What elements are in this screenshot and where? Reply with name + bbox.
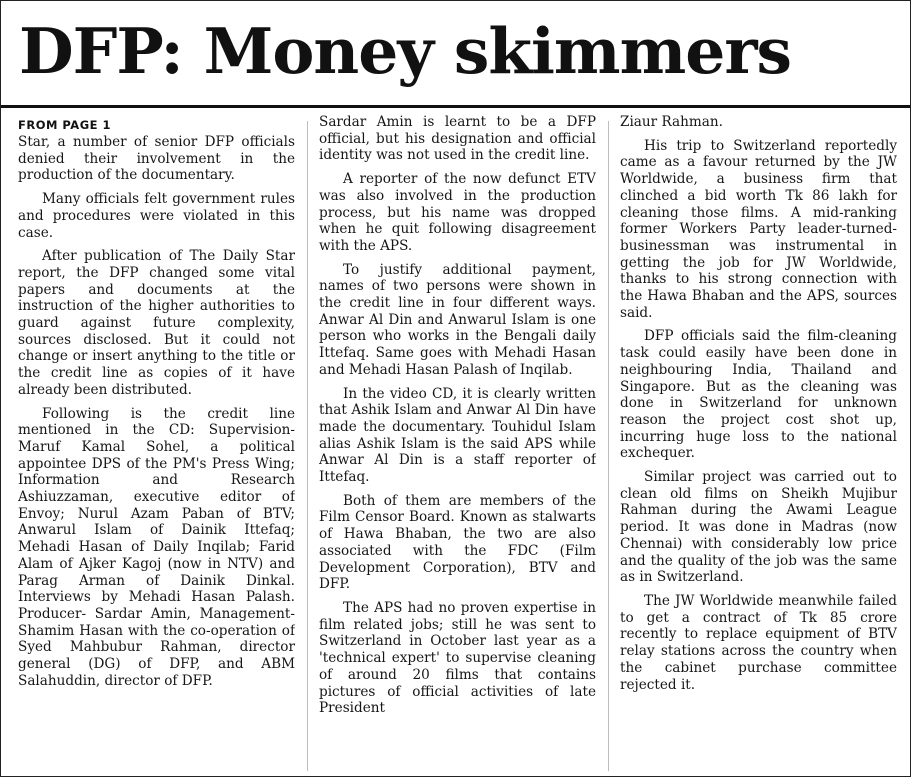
paragraph: The JW Worldwide meanwhile failed to get a contract of Tk 85 crore recently to replace equipment of BTV relay stations across the country when the cabinet purchase committee rejected it. (620, 592, 897, 693)
paragraph: DFP officials said the film-cleaning task could easily have been done in neighbouring India, Thailand and Singapore. But as the cleaning was done in Switzerland for unknown reason the project cost shot up, incurring huge loss to the national exchequer. (620, 328, 897, 462)
paragraph: After publication of The Daily Star report, the DFP changed some vital papers and documents at the instruction of the higher authorities to guard against future complexity, sources disclosed. But it could not change or insert anything to the title or the credit line as copies of it have already been distributed. (18, 248, 295, 398)
headline-rule (1, 105, 910, 108)
paragraph: Star, a number of senior DFP officials denied their involvement in the production of the documentary. (18, 134, 295, 184)
headline: DFP: Money skimmers (19, 14, 791, 88)
article-column-3 (620, 114, 897, 772)
paragraph: In the video CD, it is clearly written that Ashik Islam and Anwar Al Din have made the documentary. Touhidul Islam alias Ashik Islam is the said APS while Anwar Al Din is a staff reporter of Ittefaq. (319, 385, 596, 486)
article-column-2 (319, 114, 596, 772)
paragraph: Sardar Amin is learnt to be a DFP official, but his designation and official identity was not used in the credit line. (319, 114, 596, 164)
paragraph: The APS had no proven expertise in film related jobs; still he was sent to Switzerland in October last year as a 'technical expert' to supervise cleaning of around 20 films that contains pictures of official activities of late President (319, 599, 596, 717)
paragraph: Similar project was carried out to clean old films on Sheikh Mujibur Rahman during the Awami League period. It was done in Madras (now Chennai) with considerably low price and the quality of the job was the same as in Switzerland. (620, 469, 897, 586)
column-divider (608, 121, 609, 771)
article-column-1 (18, 114, 295, 772)
paragraph: Ziaur Rahman. (620, 114, 723, 130)
column-divider (307, 121, 308, 771)
paragraph: His trip to Switzerland reportedly came as a favour returned by the JW Worldwide, a business firm that clinched a bid worth Tk 86 lakh for cleaning those films. A mid-ranking former Workers Party leader-turned-businessman was instrumental in getting the job for JW Worldwide, thanks to his strong connection with the Hawa Bhaban and the APS, sources said. (620, 137, 897, 321)
paragraph: Following is the credit line mentioned in the CD: Supervision-Maruf Kamal Sohel, a political appointee DPS of the PM's Press Wing; Information and Research Ashiuzzaman, executive editor of Envoy; Nurul Azam Paban of BTV; Anwarul Islam of Dainik Ittefaq; Mehadi Hasan of Daily Inqilab; Farid Alam of Ajker Kagoj (now in NTV) and Parag Arman of Dainik Dinkal. Interviews by Mehadi Hasan Palash. Producer- Sardar Amin, Management- Shamim Hasan with the co-operation of Syed Mahbubur Rahman, director general (DG) of DFP, and ABM Salahuddin, director of DFP. (18, 405, 295, 689)
paragraph: A reporter of the now defunct ETV was also involved in the production process, but his name was dropped when he quit following disagreement with the APS. (319, 171, 596, 254)
paragraph: To justify additional payment, names of two persons were shown in the credit line in four different ways. Anwar Al Din and Anwarul Islam is one person who works in the Bengali daily Ittefaq. Same goes with Mehadi Hasan and Mehadi Hasan Palash of Inqilab. (319, 261, 596, 378)
paragraph: Many officials felt government rules and procedures were violated in this case. (18, 191, 295, 241)
paragraph: Both of them are members of the Film Censor Board. Known as stalwarts of Hawa Bhaban, the two are also associated with the FDC (Film Development Corporation), BTV and DFP. (319, 492, 596, 593)
continuation-kicker: FROM PAGE 1 (18, 118, 112, 132)
